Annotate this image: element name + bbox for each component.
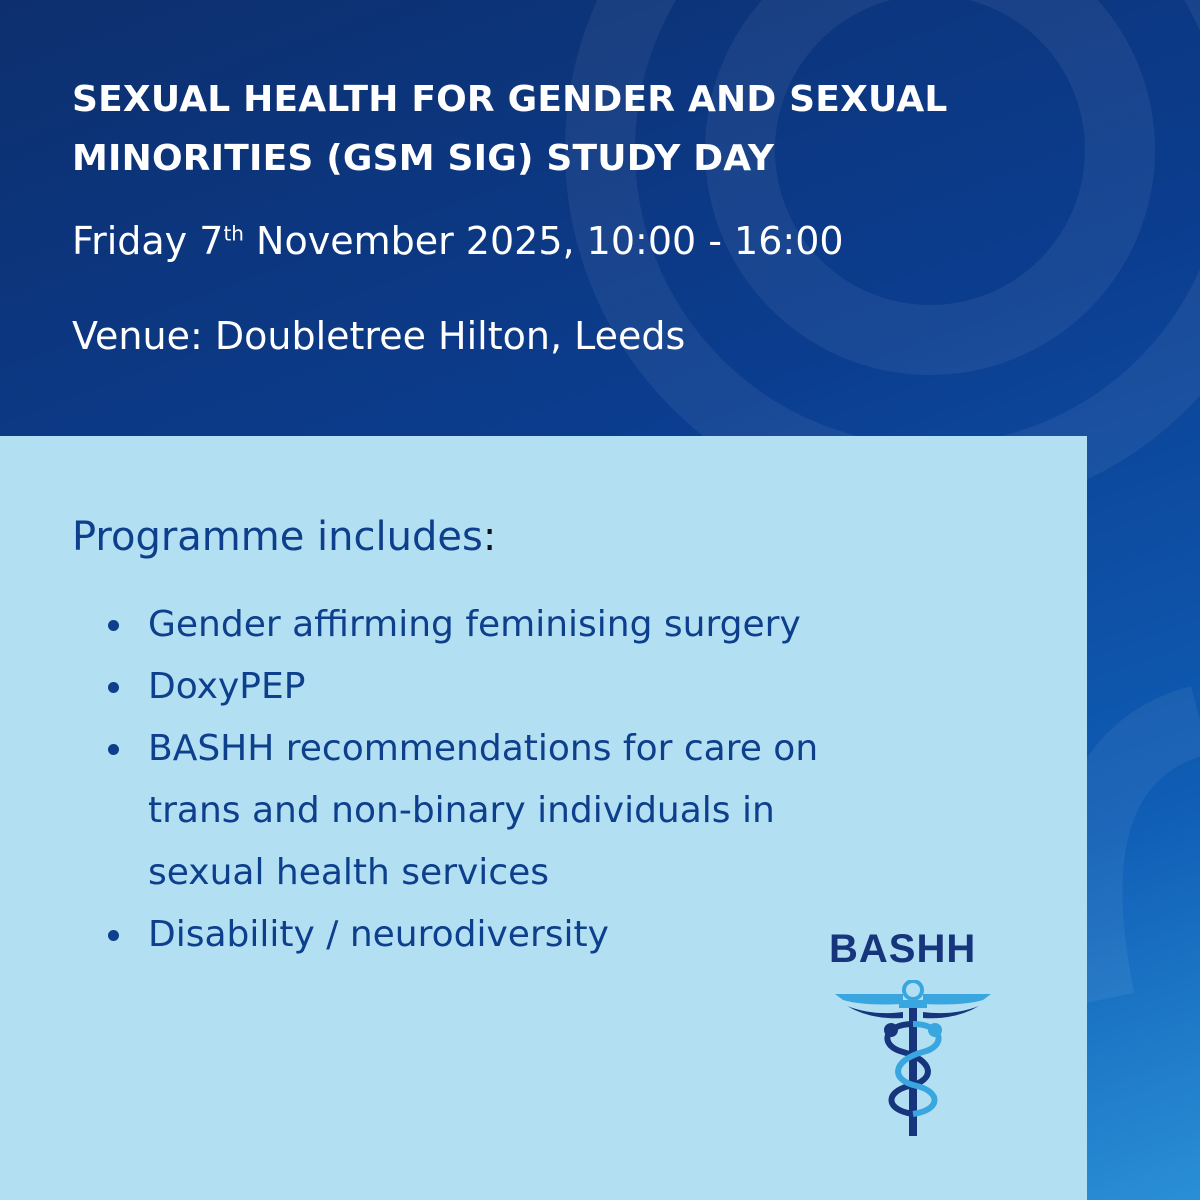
programme-heading-colon: : xyxy=(482,514,497,560)
programme-item: BASHH recommendations for care on trans and non-binary individuals in sexual health services xyxy=(108,718,868,904)
event-date-time: November 2025, 10:00 - 16:00 xyxy=(243,218,844,263)
date-ordinal-suffix: th xyxy=(223,221,244,246)
event-header xyxy=(72,70,1072,360)
bashh-logo xyxy=(825,925,1005,1145)
programme-item: DoxyPEP xyxy=(108,656,868,718)
programme-item: Disability / neurodiversity xyxy=(108,904,868,966)
bashh-logo-text: BASHH xyxy=(829,927,977,971)
programme-heading-text: Programme includes xyxy=(72,514,483,560)
event-date xyxy=(72,219,1072,265)
event-venue: Venue: Doubletree Hilton, Leeds xyxy=(72,314,686,359)
event-date-text: Friday 7 xyxy=(72,218,224,263)
programme-item: Gender affirming feminising surgery xyxy=(108,594,868,656)
caduceus-icon xyxy=(833,980,993,1140)
programme-heading xyxy=(72,514,496,560)
event-title: SEXUAL HEALTH FOR GENDER AND SEXUAL MINORITIES (GSM SIG) STUDY DAY xyxy=(72,79,948,180)
programme-list xyxy=(108,594,868,966)
